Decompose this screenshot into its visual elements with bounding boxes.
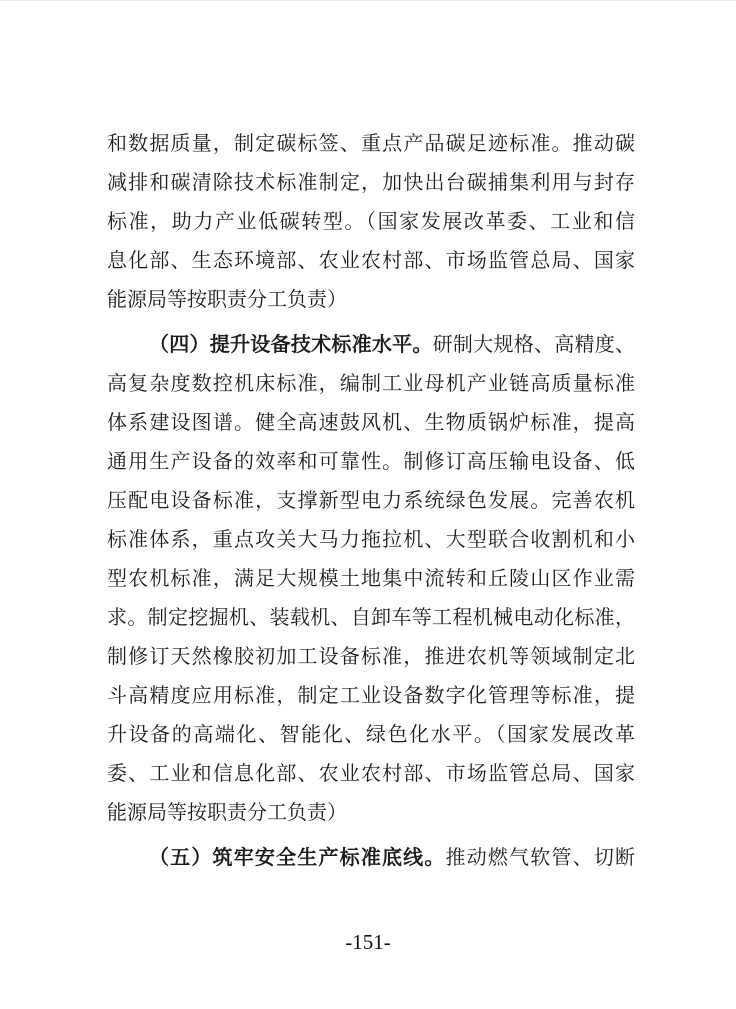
paragraph-line: 减排和碳清除技术标准制定，加快出台碳捕集利用与封存 bbox=[107, 172, 635, 194]
paragraph-line: 体系建设图谱。健全高速鼓风机、生物质锅炉标准，提高 bbox=[107, 412, 635, 434]
paragraph-line: 标准，助力产业低碳转型。（国家发展改革委、工业和信 bbox=[107, 211, 635, 233]
section-5-heading: （五）筑牢安全生产标准底线。 bbox=[149, 847, 446, 869]
paragraph-line: 压配电设备标准，支撑新型电力系统绿色发展。完善农机 bbox=[107, 490, 635, 512]
paragraph-line: 通用生产设备的效率和可靠性。制修订高压输电设备、低 bbox=[107, 451, 635, 473]
section-5-heading-line bbox=[107, 839, 635, 878]
section-4-heading: （四）提升设备技术标准水平。 bbox=[149, 334, 433, 356]
paragraph-end-line: 能源局等按职责分工负责） bbox=[107, 289, 347, 311]
paragraph-line: 斗高精度应用标准，制定工业设备数字化管理等标准，提 bbox=[107, 685, 635, 707]
paragraph-line: 标准体系，重点攻关大马力拖拉机、大型联合收割机和小 bbox=[107, 529, 635, 551]
paragraph-line: 制修订天然橡胶初加工设备标准，推进农机等领域制定北 bbox=[107, 646, 635, 668]
page-number: -151- bbox=[345, 930, 391, 954]
paragraph-line: 型农机标准，满足大规模土地集中流转和丘陵山区作业需 bbox=[107, 568, 635, 590]
paragraph-line: 息化部、生态环境部、农业农村部、市场监管总局、国家 bbox=[107, 250, 635, 272]
paragraph-text: 研制大规格、高精度、 bbox=[432, 334, 635, 356]
paragraph-line: 高复杂度数控机床标准，编制工业母机产业链高质量标准 bbox=[107, 373, 635, 395]
paragraph-end-line: 能源局等按职责分工负责） bbox=[107, 802, 347, 824]
paragraph-line: 委、工业和信息化部、农业农村部、市场监管总局、国家 bbox=[107, 763, 635, 785]
paragraph-line: 求。制定挖掘机、装载机、自卸车等工程机械电动化标准， bbox=[107, 607, 635, 629]
paragraph-text: 推动燃气软管、切断 bbox=[445, 847, 635, 869]
section-4-heading-line bbox=[107, 326, 635, 365]
paragraph-line: 升设备的高端化、智能化、绿色化水平。（国家发展改革 bbox=[107, 724, 635, 746]
document-body bbox=[107, 125, 635, 878]
paragraph-line: 和数据质量，制定碳标签、重点产品碳足迹标准。推动碳 bbox=[107, 133, 635, 155]
